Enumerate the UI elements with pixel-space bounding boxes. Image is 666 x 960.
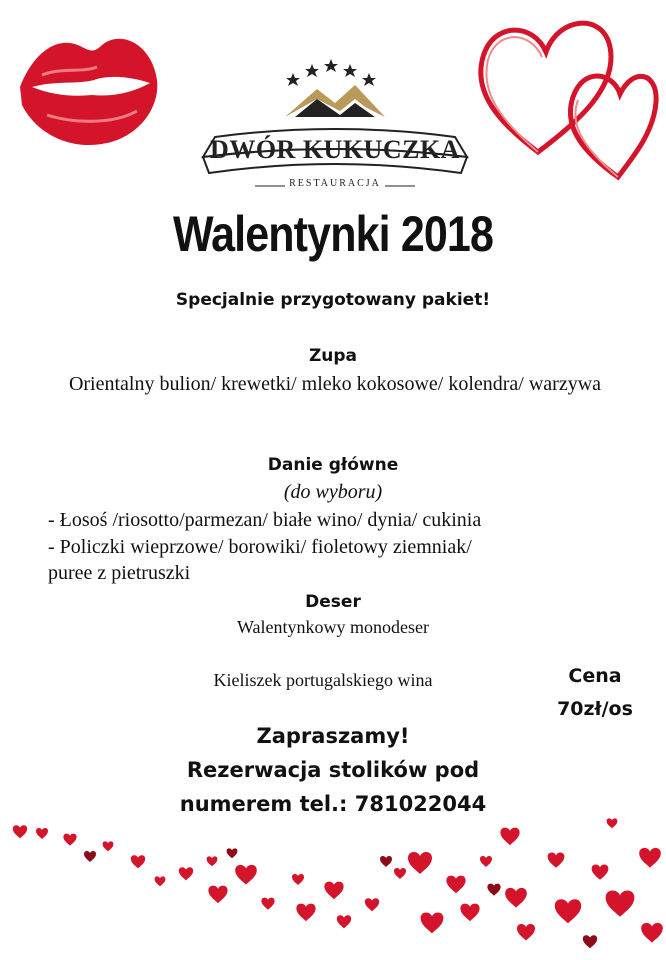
heart-icon [324, 882, 343, 900]
main-course-note: (do wyboru) [283, 481, 383, 503]
invite-text: Zapraszamy! [256, 724, 410, 748]
heart-icon [208, 886, 227, 904]
heart-icon [548, 852, 565, 867]
heart-icon [394, 868, 406, 879]
lips-icon [12, 25, 162, 155]
heart-icon [607, 818, 618, 828]
logo-graphic [195, 55, 475, 195]
heart-icon [63, 834, 76, 846]
brand-tagline: RESTAURACJA [289, 178, 381, 189]
heart-icon [446, 876, 465, 894]
hearts-decoration [0, 800, 666, 960]
heart-icon [296, 904, 315, 922]
heart-icon [480, 856, 492, 867]
heart-icon [380, 856, 392, 867]
heart-icon [517, 924, 535, 940]
soup-description: Orientalny bulion/ krewetki/ mleko kokosowe/ kolendra/ warzywa [68, 373, 602, 395]
stars-icon [286, 59, 376, 86]
heart-icon [641, 923, 663, 943]
heart-icon [207, 856, 218, 866]
heart-icon [13, 825, 27, 838]
heart-icon [505, 888, 527, 908]
page-title: Walentynki 2018 [172, 206, 494, 262]
soup-heading: Zupa [308, 346, 358, 366]
main-course-option-1: - Łosoś /riosotto/parmezan/ białe wino/ dynia/ cukinia [48, 509, 482, 531]
heart-icon [103, 841, 114, 851]
dessert-heading: Deser [305, 592, 361, 612]
heart-icon [421, 912, 444, 933]
dessert-description: Walentynkowy monodeser [236, 617, 429, 637]
heart-icon [235, 865, 257, 885]
heart-icon [365, 898, 379, 911]
heart-icon [227, 848, 238, 858]
mountain-icon [285, 85, 385, 117]
heart-icon [131, 855, 145, 868]
heart-icon [179, 867, 193, 880]
main-course-option-2: - Policzki wieprzowe/ borowiki/ fioletowy ziemniak/ [48, 536, 472, 558]
main-course-heading: Danie główne [267, 455, 399, 475]
heart-icon [487, 884, 500, 896]
reservation-text: Rezerwacja stolików pod [186, 758, 480, 782]
price-value: 70zł/os [557, 698, 633, 720]
price-block [540, 660, 650, 726]
brand-logo [195, 55, 475, 195]
heart-icon [408, 852, 432, 874]
heart-icon [592, 864, 609, 879]
heart-icon [460, 904, 479, 922]
main-course-option-2-cont: puree z pietruszki [48, 562, 191, 584]
heart-icon [583, 935, 597, 948]
heart-icon [639, 848, 661, 868]
heart-icon [261, 898, 274, 910]
heart-icon [555, 899, 581, 923]
wine-note: Kieliszek portugalskiego wina [213, 670, 433, 690]
heart-icon [36, 828, 48, 839]
heart-icon [606, 890, 635, 916]
brand-name: DWÓR KUKUCZKA [210, 135, 460, 164]
subtitle: Specjalnie przygotowany pakiet! [175, 290, 491, 310]
heart-icon [292, 874, 304, 885]
heart-icon [84, 851, 96, 862]
phone-number: numerem tel.: 781022044 [179, 792, 487, 816]
heart-icon [500, 828, 519, 846]
price-label: Cena [568, 665, 622, 687]
heart-icon [155, 876, 166, 886]
hearts-outline-icon [468, 2, 660, 184]
heart-icon [337, 915, 351, 928]
